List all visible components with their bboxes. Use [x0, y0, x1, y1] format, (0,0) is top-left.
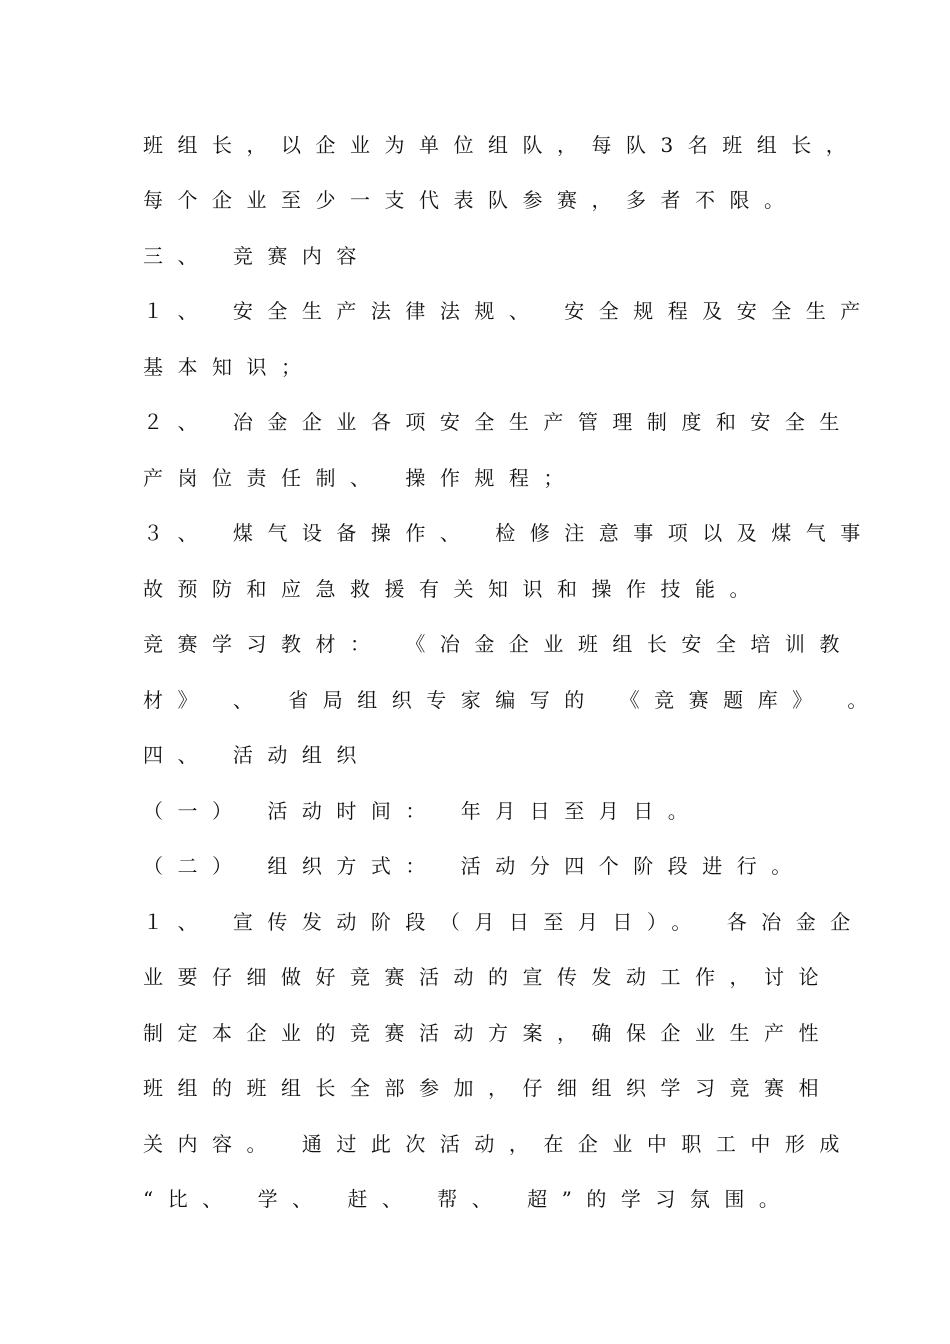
section-heading: 三、 竞赛内容 [143, 244, 371, 268]
text-line: 竞赛学习教材： 《冶金企业班组长安全培训教 [143, 632, 854, 656]
text-line: （一） 活动时间： 年月日至月日。 [143, 799, 703, 823]
text-line: 业要仔细做好竞赛活动的宣传发动工作，讨论 [143, 965, 833, 989]
list-item: ２、 冶金企业各项安全生产管理制度和安全生 [143, 410, 854, 434]
list-item: １、 宣传发动阶段（月日至月日）。 各冶金企 [143, 910, 865, 934]
text-line: 产岗位责任制、 操作规程； [143, 466, 578, 490]
list-item: ３、 煤气设备操作、 检修注意事项以及煤气事 [143, 521, 875, 545]
text-line: “比、 学、 赶、 帮、 超”的学习氛围。 [143, 1187, 794, 1211]
text-line: 基本知识； [143, 355, 316, 379]
text-line: 故预防和应急救援有关知识和操作技能。 [143, 577, 764, 601]
text-line: 关内容。 通过此次活动，在企业中职工中形成 [143, 1132, 854, 1156]
text-line: 班组的班组长全部参加，仔细组织学习竞赛相 [143, 1076, 833, 1100]
text-line: 每个企业至少一支代表队参赛，多者不限。 [143, 188, 799, 212]
text-line: 材》 、 省局组织专家编写的 《竞赛题库》 。 [143, 688, 882, 712]
list-item: １、 安全生产法律法规、 安全规程及安全生产 [143, 299, 875, 323]
text-line: 制定本企业的竞赛活动方案，确保企业生产性 [143, 1021, 833, 1045]
text-line: 班组长，以企业为单位组队，每队3名班组长， [143, 133, 861, 157]
section-heading: 四、 活动组织 [143, 743, 371, 767]
text-line: （二） 组织方式： 活动分四个阶段进行。 [143, 854, 806, 878]
